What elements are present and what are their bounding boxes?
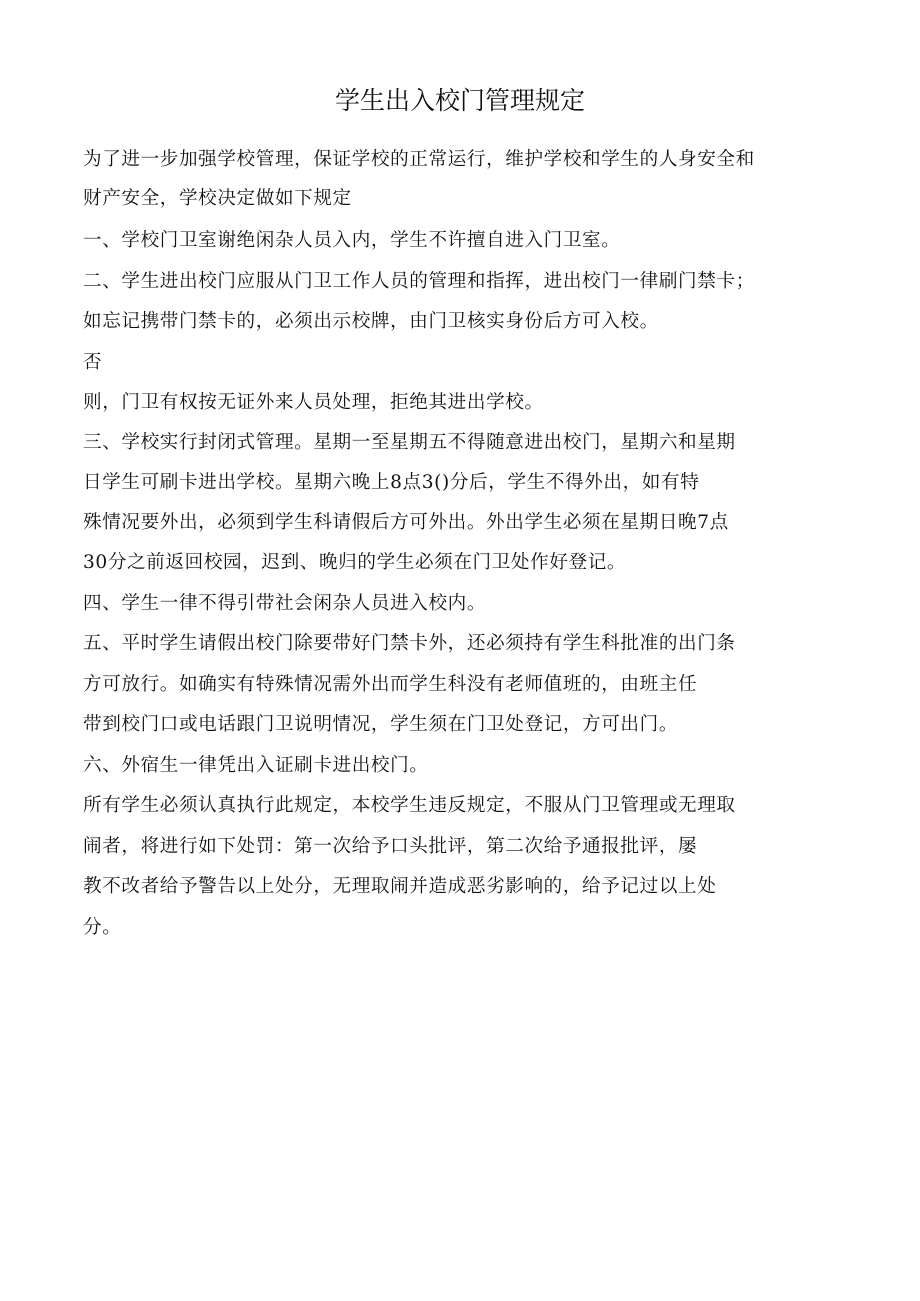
paragraph-line-10: 殊情况要外出，必须到学生科请假后方可外出。外出学生必须在星期日晚7点	[83, 512, 729, 533]
paragraph-line-11: 30分之前返回校园，迟到、晚归的学生必须在门卫处作好登记。	[83, 552, 627, 573]
paragraph-line-5: 如忘记携带门禁卡的，必须出示校牌，由门卫核实身份后方可入校。	[83, 311, 659, 332]
paragraph-line-8: 三、学校实行封闭式管理。星期一至星期五不得随意进出校门，星期六和星期	[83, 432, 736, 453]
paragraph-line-18: 闹者，将进行如下处罚：第一次给予口头批评，第二次给予通报批评，屡	[83, 836, 698, 857]
paragraph-line-9: 日学生可刷卡进出学校。星期六晚上8点3()分后，学生不得外出，如有特	[83, 472, 700, 493]
paragraph-line-20: 分。	[83, 917, 122, 938]
paragraph-line-4: 二、学生进出校门应服从门卫工作人员的管理和指挥，进出校门一律刷门禁卡；	[83, 271, 755, 292]
paragraph-line-2: 财产安全，学校决定做如下规定	[83, 188, 352, 209]
paragraph-line-15: 带到校门口或电话跟门卫说明情况，学生须在门卫处登记，方可出门。	[83, 714, 679, 735]
paragraph-line-12: 四、学生一律不得引带社会闲杂人员进入校内。	[83, 593, 487, 614]
paragraph-line-7: 则，门卫有权按无证外来人员处理，拒绝其进出学校。	[83, 392, 544, 413]
paragraph-line-1: 为了进一步加强学校管理，保证学校的正常运行，维护学校和学生的人身安全和	[83, 149, 755, 170]
paragraph-line-13: 五、平时学生请假出校门除要带好门禁卡外，还必须持有学生科批准的出门条	[83, 633, 736, 654]
paragraph-line-16: 六、外宿生一律凭出入证刷卡进出校门。	[83, 755, 429, 776]
document-title: 学生出入校门管理规定	[334, 86, 585, 115]
paragraph-line-6: 否	[83, 352, 103, 373]
paragraph-line-19: 教不改者给予警告以上处分，无理取闹并造成恶劣影响的，给予记过以上处	[83, 876, 717, 897]
paragraph-line-14: 方可放行。如确实有特殊情况需外出而学生科没有老师值班的，由班主任	[83, 674, 698, 695]
paragraph-line-17: 所有学生必须认真执行此规定，本校学生违反规定，不服从门卫管理或无理取	[83, 795, 736, 816]
paragraph-line-3: 一、学校门卫室谢绝闲杂人员入内，学生不许擅自进入门卫室。	[83, 230, 621, 251]
